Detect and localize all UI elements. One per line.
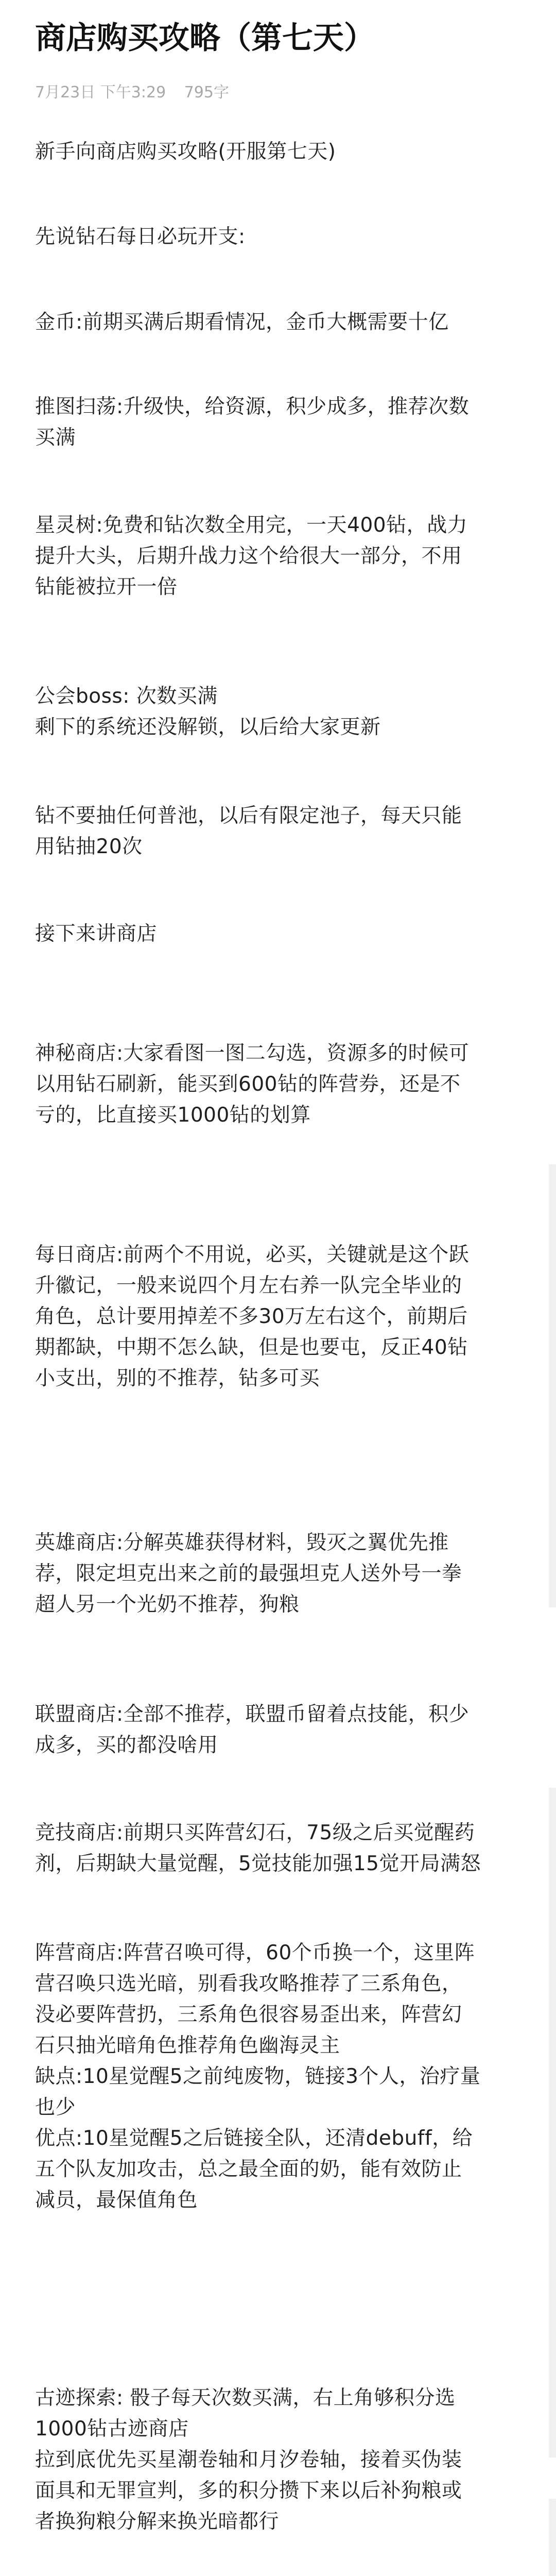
word-count: 795字 xyxy=(184,83,229,101)
paragraph-line: 优点:10星觉醒5之后链接全队，还清debuff，给 xyxy=(35,2127,473,2150)
article-date: 7月23日 下午3:29 xyxy=(35,83,166,101)
paragraph-line: 没必要阵营扔，三系角色很容易歪出来，阵营幻 xyxy=(35,2003,462,2026)
article-meta xyxy=(35,82,242,103)
paragraph-line: 升徽记，一般来说四个月左右养一队完全毕业的 xyxy=(35,1274,462,1297)
paragraph-line: 1000钻古迹商店 xyxy=(35,2417,189,2441)
article-title: 商店购买攻略（第七天） xyxy=(35,20,375,56)
scroll-edge xyxy=(549,2499,556,2576)
paragraph-line: 荐，限定坦克出来之前的最强坦克人送外号一拳 xyxy=(35,1562,462,1585)
paragraph-line: 竞技商店:前期只买阵营幻石，75级之后买觉醒药 xyxy=(35,1821,475,1844)
paragraph-line: 营召唤只选光暗，别看我攻略推荐了三系角色， xyxy=(35,1972,462,1995)
paragraph-line: 面具和无罪宣判，多的积分攒下来以后补狗粮或 xyxy=(35,2479,462,2502)
paragraph-line: 用钻抽20次 xyxy=(35,835,143,858)
paragraph-line: 成多，买的都没啥用 xyxy=(35,1734,218,1757)
paragraph-line: 接下来讲商店 xyxy=(35,922,158,945)
scroll-edge xyxy=(549,1164,556,1607)
paragraph-line: 新手向商店购买攻略(开服第七天) xyxy=(35,140,336,163)
paragraph-line: 缺点:10星觉醒5之前纯废物，链接3个人，治疗量 xyxy=(35,2065,481,2088)
paragraph-line: 剩下的系统还没解锁，以后给大家更新 xyxy=(35,716,381,739)
paragraph-line: 亏的，比直接买1000钻的划算 xyxy=(35,1104,311,1127)
paragraph-line: 推图扫荡:升级快，给资源，积少成多，推荐次数 xyxy=(35,395,470,418)
paragraph-line: 联盟商店:全部不推荐，联盟币留着点技能，积少 xyxy=(35,1703,470,1726)
paragraph-line: 买满 xyxy=(35,426,76,449)
paragraph-line: 角色，总计要用掉差不多30万左右这个，前期后 xyxy=(35,1305,468,1328)
paragraph-line: 拉到底优先买星潮卷轴和月汐卷轴，接着买伪装 xyxy=(35,2448,462,2471)
paragraph-line: 减员，最保值角色 xyxy=(35,2189,198,2212)
scroll-edge xyxy=(549,1788,556,2458)
paragraph-line: 提升大头，后期升战力这个给很大一部分，不用 xyxy=(35,545,462,568)
paragraph-line: 也少 xyxy=(35,2096,76,2119)
paragraph-line: 每日商店:前两个不用说，必买，关键就是这个跃 xyxy=(35,1243,470,1266)
paragraph-line: 石只抽光暗角色推荐角色幽海灵主 xyxy=(35,2034,340,2057)
paragraph-line: 金币:前期买满后期看情况，金币大概需要十亿 xyxy=(35,311,449,334)
paragraph-line: 五个队友加攻击，总之最全面的奶，能有效防止 xyxy=(35,2158,462,2181)
paragraph-line: 期都缺，中期不怎么缺，但是也要屯，反正40钻 xyxy=(35,1336,468,1359)
paragraph-line: 超人另一个光奶不推荐，狗粮 xyxy=(35,1593,300,1616)
paragraph-line: 古迹探索: 骰子每天次数买满，右上角够积分选 xyxy=(35,2386,456,2410)
paragraph-line: 神秘商店:大家看图一图二勾选，资源多的时候可 xyxy=(35,1042,470,1065)
paragraph-line: 小支出，别的不推荐，钻多可买 xyxy=(35,1367,320,1390)
paragraph-line: 先说钻石每日必玩开支: xyxy=(35,225,246,248)
paragraph-line: 钻能被拉开一倍 xyxy=(35,575,178,599)
paragraph-line: 剂，后期缺大量觉醒，5觉技能加强15觉开局满怒 xyxy=(35,1852,481,1875)
paragraph-line: 星灵树:免费和钻次数全用完，一天400钻，战力 xyxy=(35,514,468,537)
paragraph-line: 者换狗粮分解来换光暗都行 xyxy=(35,2510,280,2533)
paragraph-line: 英雄商店:分解英雄获得材料，毁灭之翼优先推 xyxy=(35,1531,449,1554)
paragraph-line: 以用钻石刷新，能买到600钻的阵营券，还是不 xyxy=(35,1073,461,1096)
paragraph-line: 阵营商店:阵营召唤可得，60个币换一个，这里阵 xyxy=(35,1941,475,1964)
paragraph-line: 公会boss: 次数买满 xyxy=(35,685,218,708)
paragraph-line: 钻不要抽任何普池，以后有限定池子，每天只能 xyxy=(35,804,462,827)
